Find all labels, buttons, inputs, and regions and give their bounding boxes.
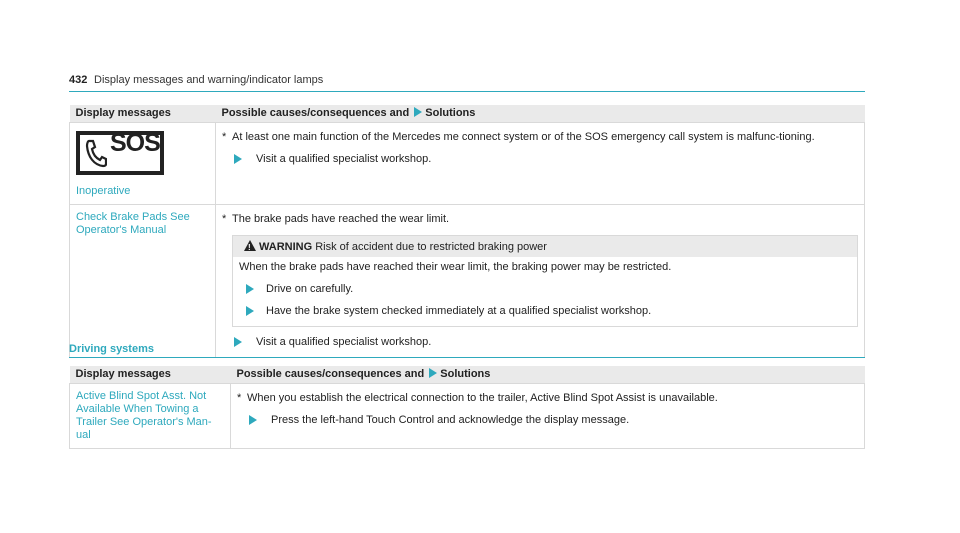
table-row	[70, 123, 865, 205]
page-header	[69, 71, 865, 92]
arrow-icon	[246, 284, 254, 294]
causes-cell	[216, 123, 865, 205]
cause-item: * At least one main function of the Mercedes me connect system or of the SOS emergency call system is malfunc-tioning.	[222, 131, 815, 143]
cause-item: * The brake pads have reached the wear limit.	[222, 213, 450, 225]
causes-cell	[216, 205, 865, 358]
arrow-icon	[249, 415, 257, 425]
arrow-icon	[429, 368, 437, 378]
arrow-icon	[234, 154, 242, 164]
solution-step: Visit a qualified specialist workshop.	[222, 336, 858, 349]
table-row	[70, 384, 865, 449]
message-text: Active Blind Spot Asst. Not Available When Towing a Trailer See Operator's Man-ual	[76, 390, 212, 441]
message-text: Check Brake Pads See Operator's Manual	[76, 211, 190, 236]
warning-head-text: Risk of accident due to restricted braking power	[315, 241, 547, 253]
table-row	[70, 205, 865, 358]
cause-item: * When you establish the electrical connection to the trailer, Active Blind Spot Assist is unavailable.	[237, 392, 718, 404]
sos-icon	[76, 131, 164, 175]
message-text: Inoperative	[76, 185, 131, 197]
sos-icon-label: SOS	[110, 129, 160, 157]
col-header-causes-solutions: Possible causes/consequences and Solutions	[216, 105, 865, 123]
col-header-display-messages: Display messages	[70, 366, 231, 384]
page-header-title: Display messages and warning/indicator lamps	[94, 74, 324, 86]
warning-step: Have the brake system checked immediately at a qualified specialist workshop.	[239, 305, 851, 318]
section-title: Driving systems	[69, 343, 154, 355]
section-heading	[69, 341, 865, 358]
solution-step: Press the left-hand Touch Control and acknowledge the display message.	[237, 414, 858, 427]
col-header-display-messages: Display messages	[70, 105, 216, 123]
message-cell	[70, 384, 231, 449]
phone-icon	[85, 138, 107, 168]
arrow-icon	[246, 306, 254, 316]
warning-body	[233, 257, 857, 326]
warning-step: Drive on carefully.	[239, 283, 851, 296]
solution-step: Visit a qualified specialist workshop.	[222, 153, 858, 166]
table-header-row	[70, 366, 865, 384]
warning-box	[232, 235, 858, 327]
causes-cell	[231, 384, 865, 449]
warning-label: WARNING	[259, 241, 313, 253]
page-number: 432	[69, 74, 88, 86]
message-cell	[70, 205, 216, 358]
warning-header	[233, 236, 857, 257]
col-header-causes-solutions: Possible causes/consequences and Solutions	[231, 366, 865, 384]
arrow-icon	[414, 107, 422, 117]
table-header-row	[70, 105, 865, 123]
warning-body-text: When the brake pads have reached their wear limit, the braking power may be restricted.	[239, 261, 672, 273]
display-messages-table-2	[69, 366, 865, 449]
message-cell	[70, 123, 216, 205]
warning-triangle-icon	[244, 240, 256, 251]
display-messages-table-1	[69, 105, 865, 358]
